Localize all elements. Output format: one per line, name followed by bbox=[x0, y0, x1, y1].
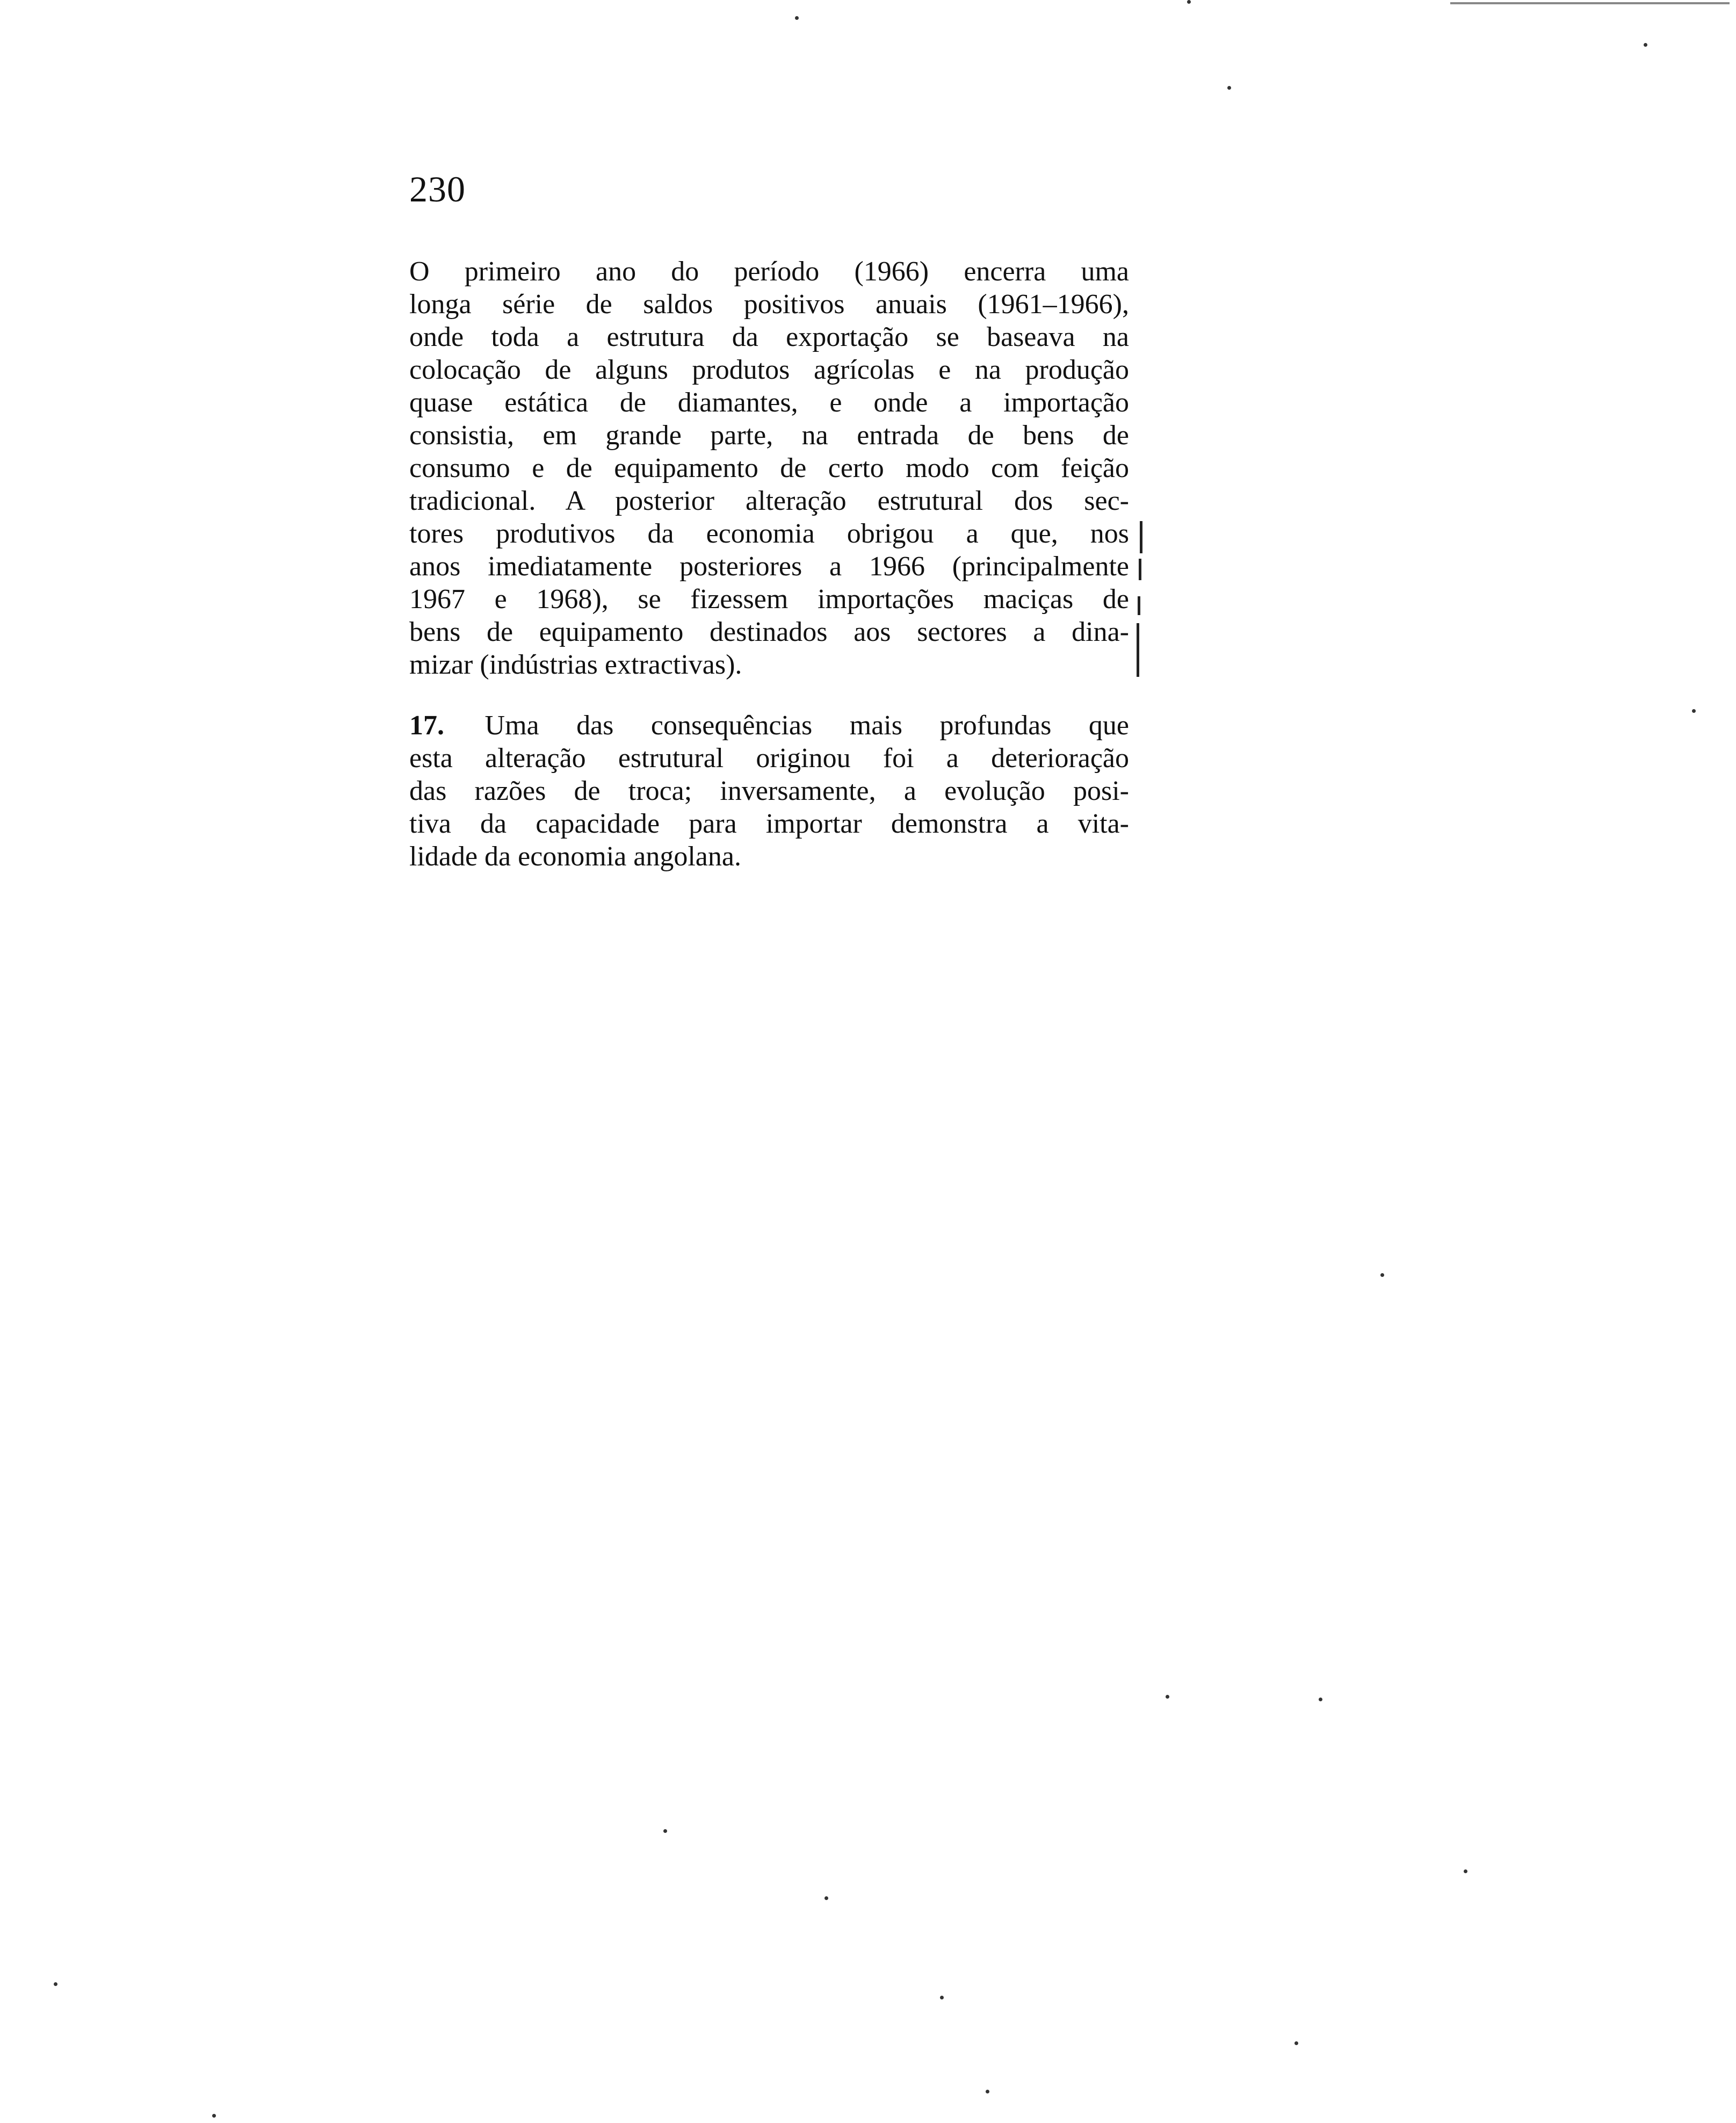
scan-speck bbox=[986, 2090, 989, 2093]
scan-speck bbox=[1166, 1695, 1169, 1699]
text-line: tradicional. A posterior alteração estrutural dos sec- bbox=[409, 486, 1129, 516]
text-line: lidade da economia angolana. bbox=[409, 841, 741, 872]
paragraph-1 bbox=[409, 255, 1129, 681]
text-line-content: Uma das consequências mais profundas que bbox=[484, 710, 1129, 741]
scan-speck bbox=[1187, 0, 1191, 4]
text-line: O primeiro ano do período (1966) encerra uma bbox=[409, 256, 1129, 287]
margin-revision-bar bbox=[1138, 596, 1140, 615]
text-line: anos imediatamente posteriores a 1966 (principalmente bbox=[409, 551, 1129, 582]
text-line: longa série de saldos positivos anuais (1961–1966), bbox=[409, 289, 1129, 320]
text-line: bens de equipamento destinados aos sectores a dina- bbox=[409, 617, 1129, 647]
text-line bbox=[409, 709, 1129, 742]
text-line: tores produtivos da economia obrigou a que, nos bbox=[409, 518, 1129, 549]
paragraph-number: 17. bbox=[409, 710, 444, 741]
scan-speck bbox=[824, 1896, 828, 1900]
text-line: consumo e de equipamento de certo modo com feição bbox=[409, 453, 1129, 483]
text-line: tiva da capacidade para importar demonstra a vita- bbox=[409, 808, 1129, 839]
text-line: 1967 e 1968), se fizessem importações maciças de bbox=[409, 584, 1129, 615]
margin-revision-bar bbox=[1137, 623, 1139, 677]
scan-speck bbox=[940, 1996, 944, 1999]
scan-speck bbox=[1644, 43, 1647, 47]
margin-revision-bar bbox=[1140, 521, 1142, 553]
scan-speck bbox=[212, 2114, 216, 2118]
text-line: esta alteração estrutural originou foi a deterioração bbox=[409, 743, 1129, 774]
scan-speck bbox=[1294, 2041, 1298, 2045]
scan-speck bbox=[1227, 86, 1231, 90]
text-line: colocação de alguns produtos agrícolas e na produção bbox=[409, 355, 1129, 385]
scan-speck bbox=[663, 1829, 667, 1833]
scan-edge-rule bbox=[1450, 2, 1730, 4]
text-line: consistia, em grande parte, na entrada de bens de bbox=[409, 420, 1129, 451]
margin-revision-bar bbox=[1139, 559, 1141, 580]
scan-speck bbox=[1692, 709, 1696, 713]
text-line: das razões de troca; inversamente, a evolução posi- bbox=[409, 776, 1129, 806]
text-line: quase estática de diamantes, e onde a importação bbox=[409, 387, 1129, 418]
scan-speck bbox=[1464, 1869, 1467, 1873]
scan-speck bbox=[1319, 1698, 1322, 1701]
scan-speck bbox=[1380, 1273, 1384, 1277]
paragraph-2 bbox=[409, 709, 1129, 873]
scan-speck bbox=[795, 16, 799, 20]
text-line: mizar (indústrias extractivas). bbox=[409, 649, 742, 680]
text-line: onde toda a estrutura da exportação se baseava na bbox=[409, 322, 1129, 352]
page-number: 230 bbox=[409, 169, 466, 210]
scan-speck bbox=[54, 1982, 57, 1986]
